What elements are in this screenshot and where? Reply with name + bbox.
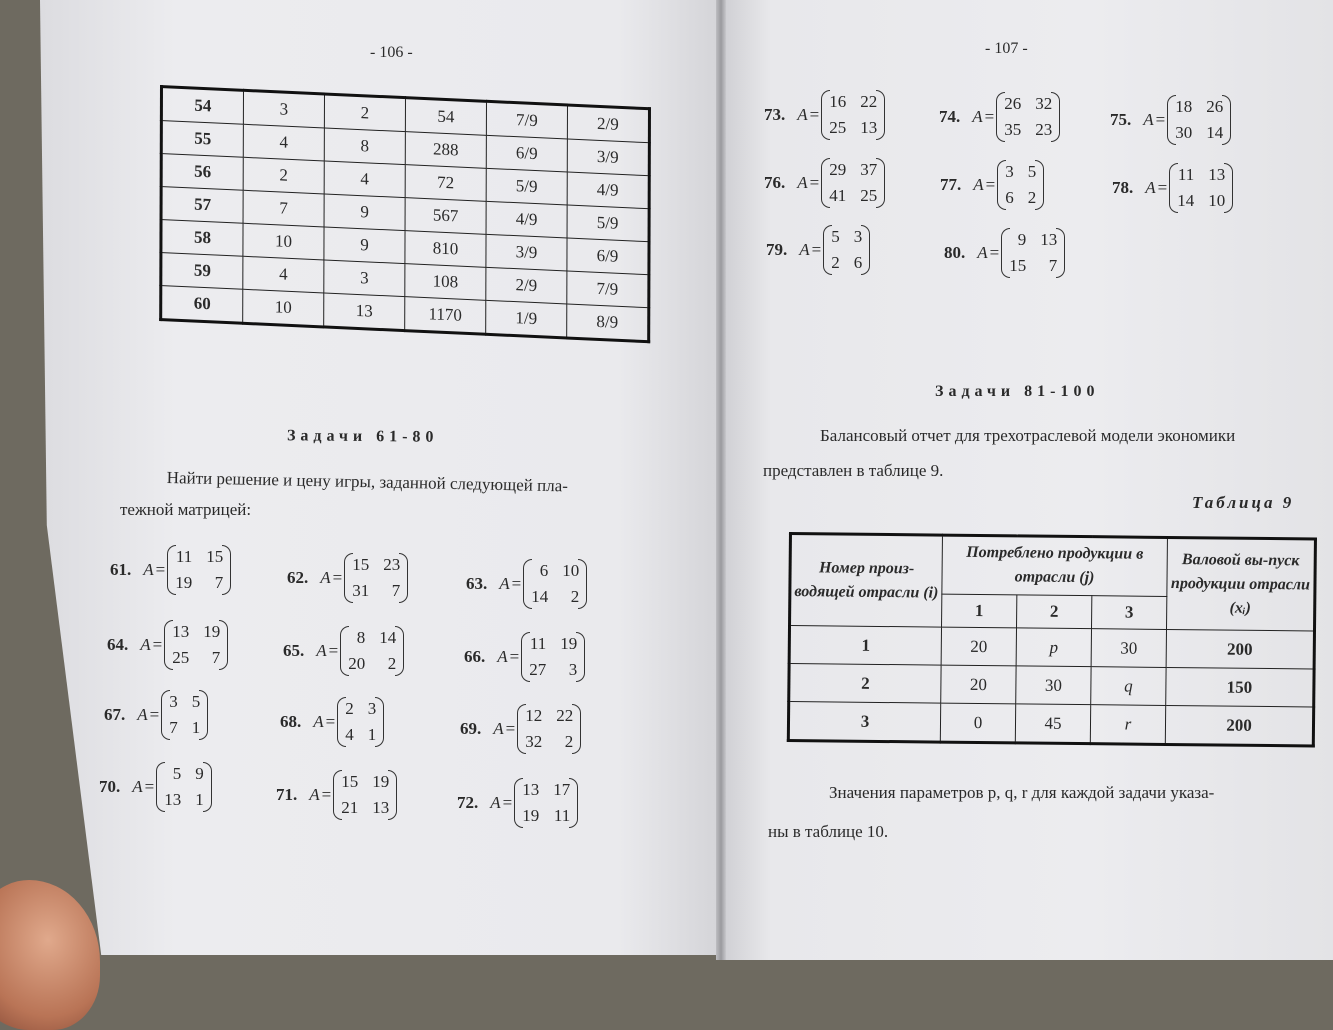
t9-header-producer: Номер произ-водящей отрасли (i) [790,534,943,628]
t9-cell: 20 [941,665,1016,704]
matrix-problem-62 [287,553,408,603]
table-cell: 13 [324,293,405,331]
intro-line-1: Балансовый отчет для трехотраслевой модели экономики [820,426,1236,445]
matrix-problem-78 [1112,163,1233,213]
equals-sign: = [811,240,822,259]
book-gutter [716,0,726,960]
instruction-line-1: Найти решение и цену игры, заданной следующей пла- [166,468,569,496]
matrix-symbol: A [140,635,151,654]
matrix-symbol: A [137,705,148,724]
heading-tasks-81-100: Задачи 81-100 [935,383,1100,400]
table-cell: 54 [405,98,486,136]
matrix-entry: 13 [172,622,190,641]
matrix-problem-61 [110,545,231,595]
matrix-problem-70 [99,762,212,812]
matrix-entry: 5 [1027,162,1037,181]
matrix-entry: 7 [391,581,401,600]
table-cell: 9 [324,194,405,231]
matrix-entry: 6 [853,253,863,272]
matrix-entry: 29 [829,160,847,179]
matrix-entry: 17 [553,780,571,799]
matrix-entry: 25 [829,118,847,137]
problem-number: 76. [764,173,786,192]
table-cell: 6/9 [567,238,649,275]
t9-cell: 30 [1016,666,1091,705]
equals-sign: = [321,785,332,804]
matrix-2x2 [156,762,212,812]
matrix-entry: 14 [531,587,549,606]
matrix-symbol: A [799,240,810,259]
matrix-problem-71 [276,770,397,820]
matrix-2x2 [337,697,384,747]
matrix-entry: 7 [1048,256,1058,275]
matrix-entry: 2 [831,253,840,272]
equals-sign: = [985,175,996,194]
matrix-entry: 30 [1175,123,1193,142]
t9-row-index: 1 [789,626,941,666]
matrix-entry: 3 [367,699,377,718]
instruction-line-2: тежной матрицей: [120,500,252,519]
t9-cell-param-q: q [1091,667,1166,706]
table-cell: 3/9 [486,234,567,271]
matrix-entry: 26 [1004,94,1022,113]
matrix-entry: 2 [387,654,397,673]
finger-thumb [0,880,100,1030]
matrix-entry: 23 [383,555,401,574]
table-cell: 4/9 [567,172,649,209]
matrix-entry: 14 [1206,123,1224,142]
row-problem-number: 60 [161,286,243,324]
problem-number: 64. [107,635,129,654]
matrix-entry: 15 [341,772,359,791]
matrix-entry: 20 [348,654,366,673]
matrix-entry: 15 [352,555,370,574]
matrix-2x2 [821,158,885,208]
matrix-entry: 7 [211,648,221,667]
matrix-entry: 11 [175,547,193,566]
matrix-symbol: A [143,560,154,579]
matrix-problem-69 [460,704,581,754]
matrix-entry: 31 [352,581,370,600]
table-cell: 5/9 [486,168,567,205]
table-cell: 72 [405,165,486,202]
matrix-2x2 [997,160,1044,210]
matrix-entry: 8 [356,628,366,647]
matrix-2x2 [821,90,885,140]
table-cell: 9 [324,227,405,264]
matrix-symbol: A [497,647,508,666]
matrix-symbol: A [977,243,988,262]
matrix-2x2 [167,545,231,595]
matrix-entry: 6 [1005,188,1014,207]
equals-sign: = [989,243,1000,262]
matrix-entry: 7 [169,718,178,737]
t9-row-index: 3 [788,702,940,743]
matrix-entry: 13 [372,798,390,817]
matrix-2x2 [340,626,404,676]
matrix-entry: 16 [829,92,847,111]
matrix-entry: 3 [568,660,578,679]
problem-number: 74. [939,107,961,126]
equals-sign: = [502,793,513,812]
matrix-2x2 [521,632,585,682]
matrix-entry: 12 [525,706,543,725]
equals-sign: = [144,777,155,796]
matrix-entry: 5 [831,227,840,246]
matrix-symbol: A [797,105,808,124]
matrix-entry: 3 [853,227,863,246]
equals-sign: = [325,712,336,731]
table-cell: 5/9 [567,205,649,242]
t9-cell-output: 200 [1165,705,1313,746]
matrix-2x2 [523,559,587,609]
table-cell: 7/9 [567,271,649,308]
matrix-entry: 11 [553,806,571,825]
matrix-entry: 19 [203,622,221,641]
t9-cell: 45 [1015,704,1090,744]
matrix-entry: 2 [564,732,574,751]
t9-cell-param-r: r [1090,705,1165,745]
table-cell: 3 [324,260,405,297]
matrix-entry: 11 [529,634,547,653]
matrix-2x2 [333,770,397,820]
matrix-2x2 [996,92,1060,142]
closing-line-1: Значения параметров p, q, r для каждой задачи указа- [829,783,1215,802]
table-cell: 4 [243,256,324,293]
table-row [789,626,1314,669]
matrix-entry: 21 [341,798,359,817]
matrix-entry: 2 [1027,188,1037,207]
matrix-problem-76 [764,158,885,208]
matrix-problem-63 [466,559,587,609]
heading-tasks-61-80: Задачи 61-80 [286,427,439,446]
table-cell: 2/9 [486,267,567,304]
page-number-right: - 107 - [985,40,1028,57]
matrix-entry: 13 [522,780,540,799]
problem-number: 65. [283,641,305,660]
matrix-entry: 25 [172,648,190,667]
problem-number: 63. [466,574,488,593]
problem-number: 80. [944,243,966,262]
t9-subheader: 1 [942,594,1017,628]
equals-sign: = [984,107,995,126]
matrix-symbol: A [316,641,327,660]
equals-sign: = [511,574,522,593]
matrix-symbol: A [973,175,984,194]
t9-subheader: 2 [1017,595,1092,629]
equals-sign: = [328,641,339,660]
matrix-problem-68 [280,697,384,747]
matrix-entry: 2 [345,699,354,718]
matrix-problem-75 [1110,95,1231,145]
equals-sign: = [1157,178,1168,197]
table-cell: 8/9 [567,304,649,342]
matrix-entry: 4 [345,725,354,744]
table-cell: 3/9 [567,139,649,176]
matrix-problem-74 [939,92,1060,142]
matrix-entry: 13 [1040,230,1058,249]
matrix-entry: 25 [860,186,878,205]
matrix-2x2 [1169,163,1233,213]
matrix-symbol: A [1145,178,1156,197]
matrix-entry: 2 [570,587,580,606]
matrix-entry: 32 [525,732,543,751]
matrix-entry: 3 [169,692,178,711]
page-number-left: - 106 - [370,44,413,61]
matrix-problem-77 [940,160,1044,210]
matrix-entry: 11 [1177,165,1195,184]
matrix-problem-73 [764,90,885,140]
matrix-entry: 14 [379,628,397,647]
problem-number: 75. [1110,110,1132,129]
t9-cell-output: 200 [1166,629,1314,669]
matrix-problem-72 [457,778,578,828]
matrix-entry: 19 [175,573,193,592]
intro-line-2: представлен в таблице 9. [763,461,944,480]
table-cell: 4 [324,161,405,198]
problem-number: 61. [110,560,132,579]
table-cell: 2 [243,157,324,194]
matrix-entry: 10 [1208,191,1226,210]
table-cell: 3 [243,90,324,128]
matrix-entry: 3 [1005,162,1014,181]
row-problem-number: 55 [161,121,243,158]
table-cell: 6/9 [486,135,567,172]
matrix-problem-66 [464,632,585,682]
table-cell: 4/9 [486,201,567,238]
t9-row-index: 2 [789,664,941,704]
matrix-symbol: A [320,568,331,587]
data-table-54-60 [159,85,651,343]
matrix-entry: 14 [1177,191,1195,210]
equals-sign: = [152,635,163,654]
equals-sign: = [505,719,516,738]
equals-sign: = [1155,110,1166,129]
matrix-problem-79 [766,225,870,275]
matrix-entry: 9 [195,764,204,783]
matrix-entry: 5 [172,764,182,783]
table-cell: 2 [324,94,405,132]
matrix-problem-80 [944,228,1065,278]
table-cell: 108 [405,264,486,301]
matrix-entry: 37 [860,160,878,179]
matrix-symbol: A [490,793,501,812]
matrix-problem-64 [107,620,228,670]
matrix-problem-67 [104,690,208,740]
problem-number: 72. [457,793,479,812]
table-cell: 567 [405,198,486,235]
table-row [789,664,1314,707]
matrix-entry: 15 [1009,256,1027,275]
row-problem-number: 54 [161,87,243,125]
equals-sign: = [809,173,820,192]
matrix-entry: 10 [562,561,580,580]
problem-number: 69. [460,719,482,738]
matrix-entry: 19 [522,806,540,825]
matrix-entry: 5 [191,692,201,711]
closing-line-2: ны в таблице 10. [768,822,889,841]
row-problem-number: 56 [161,154,243,191]
matrix-2x2 [1167,95,1231,145]
matrix-symbol: A [797,173,808,192]
matrix-entry: 7 [214,573,224,592]
matrix-entry: 1 [367,725,377,744]
matrix-2x2 [517,704,581,754]
table-cell: 7/9 [486,101,567,139]
t9-cell-output: 150 [1166,667,1314,707]
problem-number: 79. [766,240,788,259]
problem-number: 77. [940,175,962,194]
table-cell: 288 [405,132,486,169]
row-problem-number: 59 [161,253,243,290]
matrix-symbol: A [1143,110,1154,129]
matrix-entry: 19 [372,772,390,791]
table-cell: 810 [405,231,486,268]
matrix-entry: 1 [191,718,201,737]
matrix-2x2 [344,553,408,603]
matrix-entry: 41 [829,186,847,205]
t9-header-consumed: Потреблено продукции в отрасли (j) [942,535,1168,596]
table-cell: 10 [243,289,324,327]
problem-number: 78. [1112,178,1134,197]
matrix-entry: 22 [556,706,574,725]
problem-number: 66. [464,647,486,666]
table-cell: 4 [243,124,324,161]
matrix-entry: 13 [860,118,878,137]
problem-number: 62. [287,568,309,587]
equals-sign: = [809,105,820,124]
t9-cell: 30 [1091,629,1166,668]
matrix-symbol: A [972,107,983,126]
matrix-entry: 15 [206,547,224,566]
matrix-2x2 [514,778,578,828]
t9-cell-param-p: p [1016,628,1091,667]
t9-cell: 20 [941,627,1016,666]
matrix-entry: 13 [1208,165,1226,184]
t9-header-gross-output: Валовой вы-пуск продукции отрасли (xᵢ) [1167,537,1316,631]
matrix-symbol: A [499,574,510,593]
problem-number: 67. [104,705,126,724]
problem-number: 71. [276,785,298,804]
matrix-entry: 22 [860,92,878,111]
matrix-entry: 9 [1017,230,1027,249]
matrix-symbol: A [132,777,143,796]
matrix-2x2 [164,620,228,670]
t9-cell: 0 [940,703,1015,743]
problem-number: 73. [764,105,786,124]
matrix-entry: 27 [529,660,547,679]
problem-number: 70. [99,777,121,796]
matrix-entry: 1 [195,790,204,809]
table-row [788,702,1313,746]
table-cell: 2/9 [567,105,649,143]
matrix-entry: 23 [1035,120,1053,139]
table-cell: 7 [243,190,324,227]
matrix-entry: 32 [1035,94,1053,113]
matrix-entry: 19 [560,634,578,653]
equals-sign: = [149,705,160,724]
row-problem-number: 58 [161,220,243,257]
matrix-problem-65 [283,626,404,676]
table-cell: 1/9 [486,300,567,338]
table-cell: 8 [324,128,405,165]
matrix-symbol: A [313,712,324,731]
matrix-2x2 [1001,228,1065,278]
matrix-entry: 13 [164,790,182,809]
table-cell: 1170 [405,297,486,335]
matrix-2x2 [823,225,870,275]
table-9-caption: Таблица 9 [1192,493,1295,512]
matrix-symbol: A [309,785,320,804]
equals-sign: = [155,560,166,579]
matrix-entry: 35 [1004,120,1022,139]
matrix-2x2 [161,690,208,740]
t9-subheader: 3 [1092,595,1167,629]
problem-number: 68. [280,712,302,731]
table-9 [787,532,1317,748]
matrix-entry: 18 [1175,97,1193,116]
table-cell: 10 [243,223,324,260]
matrix-entry: 26 [1206,97,1224,116]
matrix-symbol: A [493,719,504,738]
row-problem-number: 57 [161,187,243,224]
equals-sign: = [332,568,343,587]
equals-sign: = [509,647,520,666]
matrix-entry: 6 [539,561,549,580]
